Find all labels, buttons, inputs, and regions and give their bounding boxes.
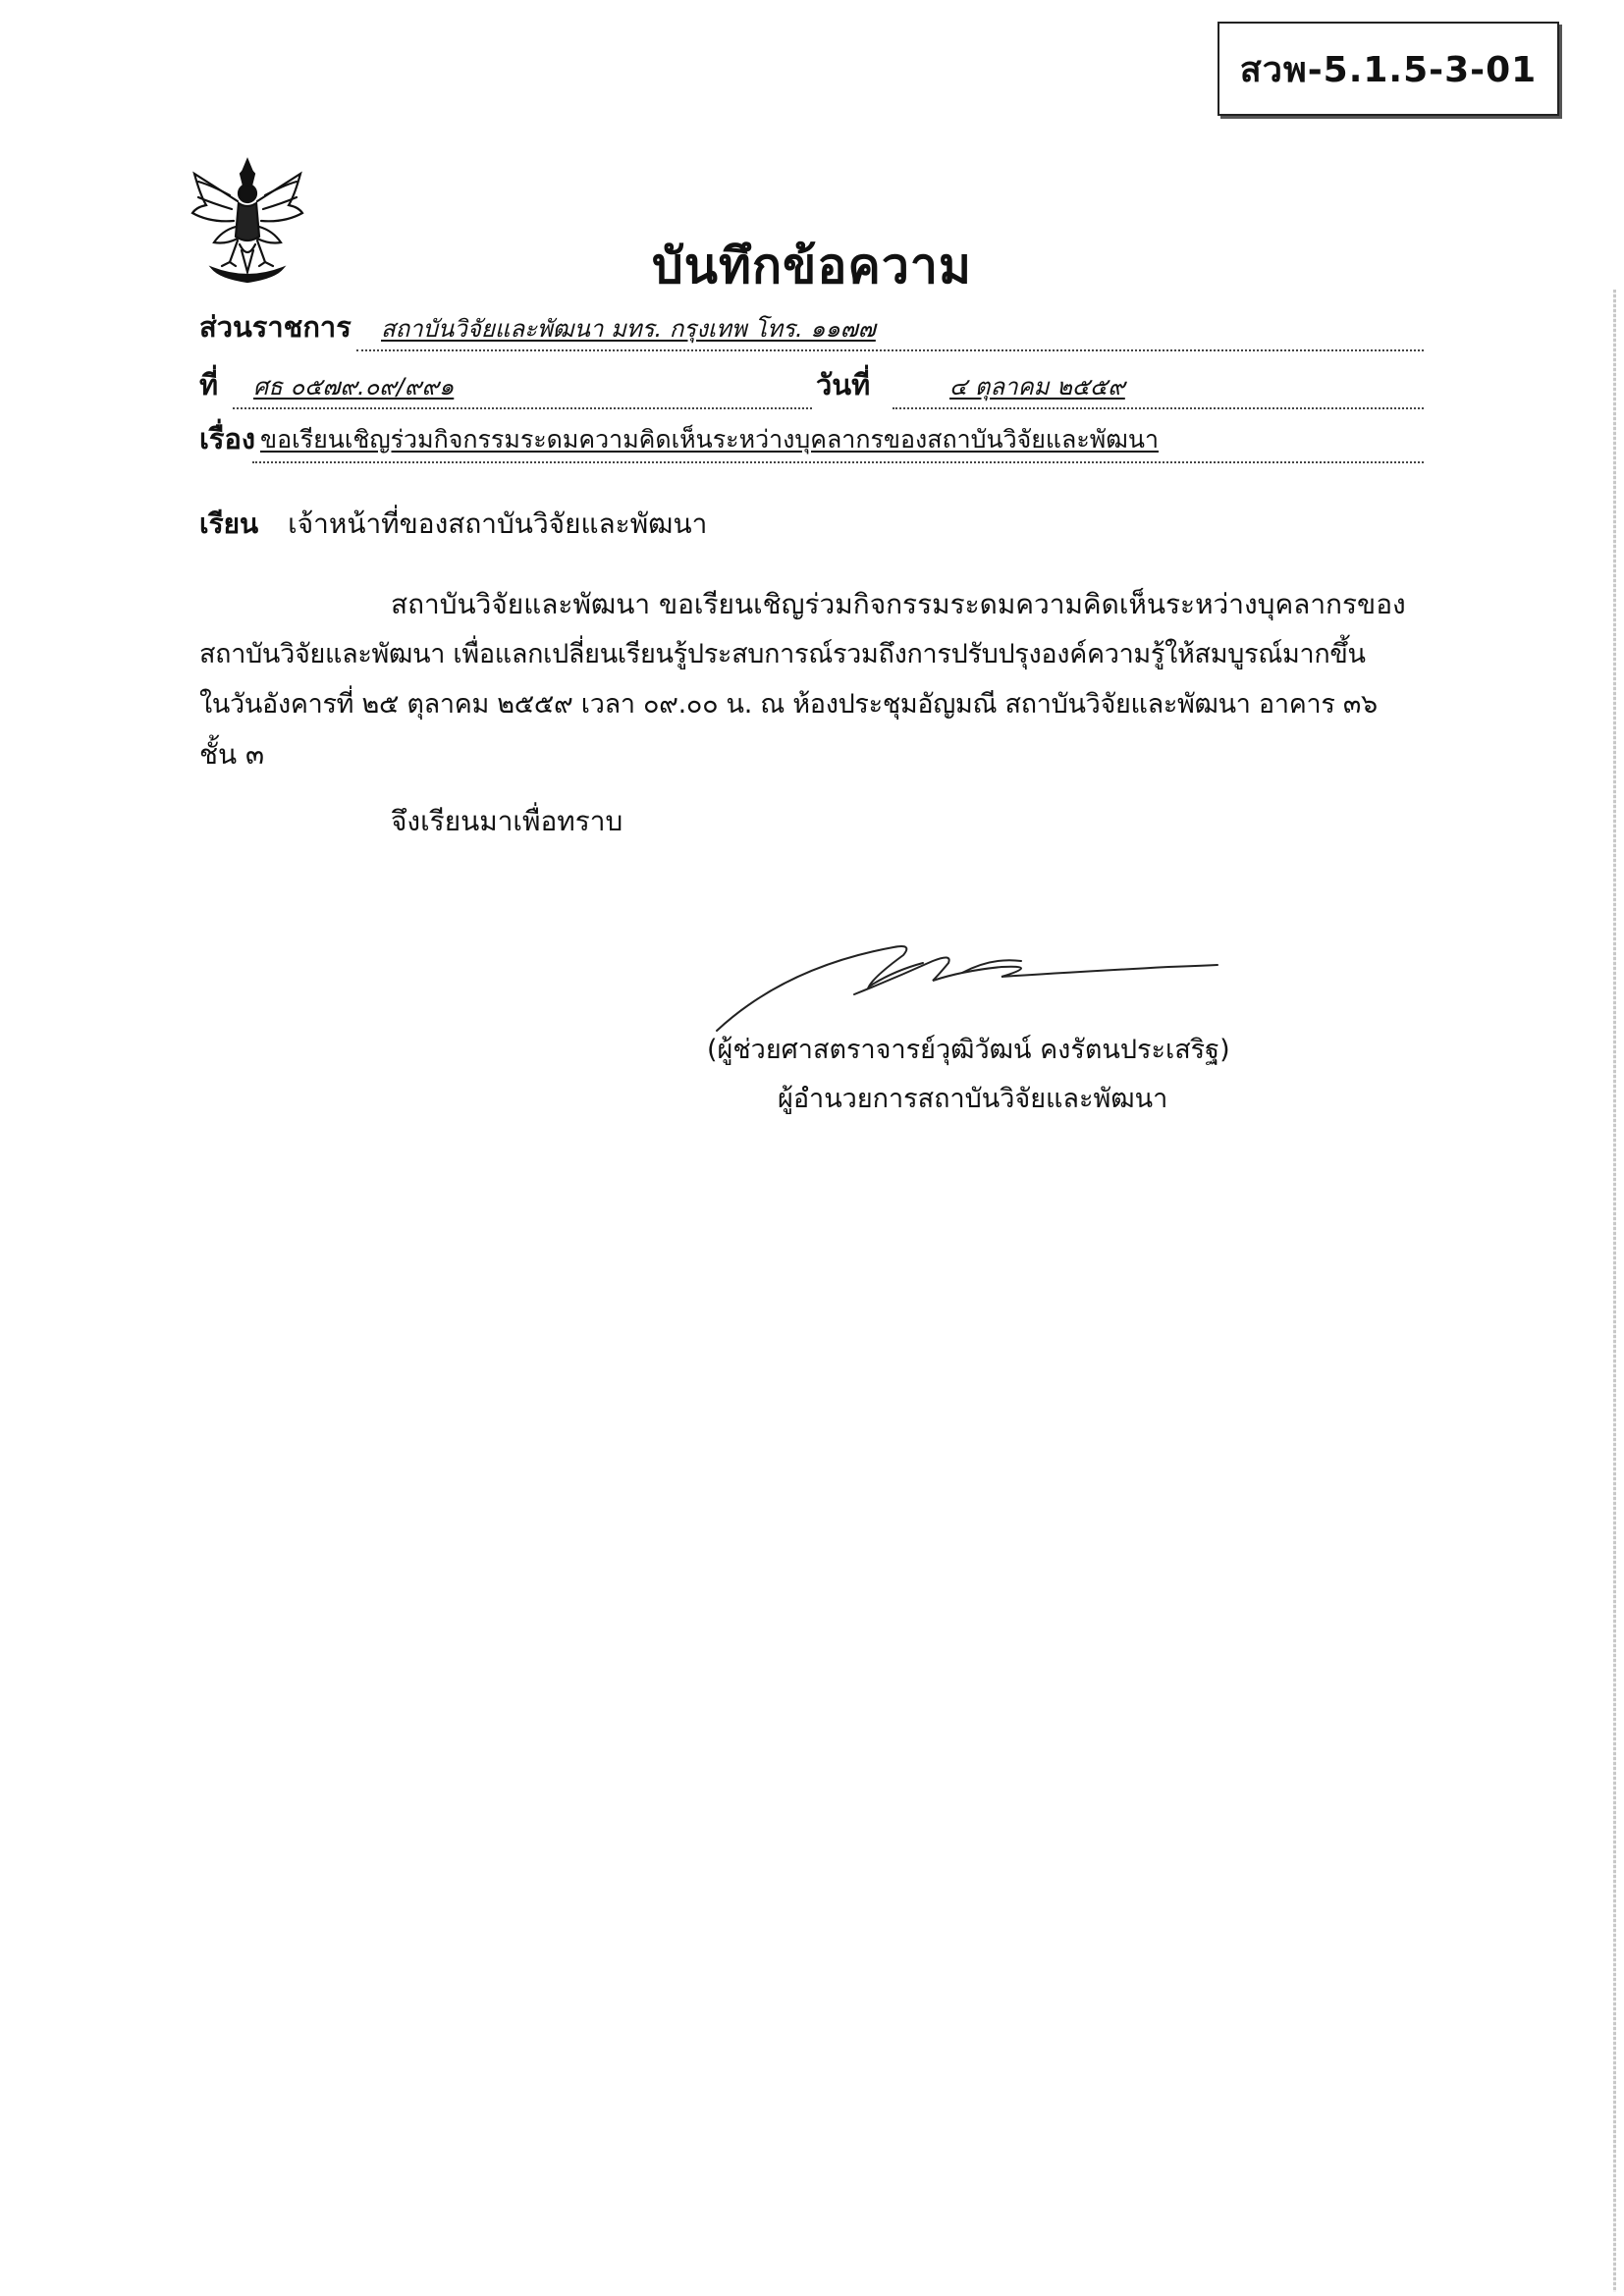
subject-value: ขอเรียนเชิญร่วมกิจกรรมระดมความคิดเห็นระหว่างบุคลากรของสถาบันวิจัยและพัฒนา (260, 425, 1159, 454)
reference-row (199, 370, 1424, 409)
document-code-box (1218, 22, 1559, 116)
body-line: ชั้น ๓ (199, 738, 265, 771)
salutation-value: เจ้าหน้าที่ของสถาบันวิจัยและพัฒนา (288, 507, 708, 540)
reference-value: ศธ ๐๕๗๙.๐๙/๙๙๑ (253, 373, 455, 400)
department-value: สถาบันวิจัยและพัฒนา มทร. กรุงเทพ โทร. ๑๑๗๗ (381, 315, 876, 343)
department-label: ส่วนราชการ (199, 310, 352, 344)
closing-line: จึงเรียนมาเพื่อทราบ (391, 805, 623, 837)
date-label: วันที่ (816, 368, 871, 401)
body-line: สถาบันวิจัยและพัฒนา ขอเรียนเชิญร่วมกิจกรรมระดมความคิดเห็นระหว่างบุคลากรของ (391, 588, 1406, 620)
subject-row (199, 424, 1424, 463)
page-edge-shadow (1613, 290, 1616, 2292)
body-line: ในวันอังคารที่ ๒๕ ตุลาคม ๒๕๕๙ เวลา ๐๙.๐๐ น. ณ ห้องประชุมอัญมณี สถาบันวิจัยและพัฒนา อาคาร ๓๖ (199, 689, 1378, 720)
department-dotted-line (356, 349, 1424, 351)
subject-label: เรื่อง (199, 422, 256, 455)
body-line: สถาบันวิจัยและพัฒนา เพื่อแลกเปลี่ยนเรียนรู้ประสบการณ์รวมถึงการปรับปรุงองค์ความรู้ให้สมบูรณ์มากขึ้น (199, 639, 1366, 669)
signer-name: (ผู้ช่วยศาสตราจารย์วุฒิวัฒน์ คงรัตนประเสริฐ) (707, 1035, 1230, 1065)
memo-title: บันทึกข้อความ (652, 238, 972, 294)
date-dotted-line (893, 407, 1424, 409)
department-row (199, 312, 1424, 351)
salutation-label: เรียน (199, 507, 259, 540)
reference-label: ที่ (199, 368, 219, 401)
date-value: ๔ ตุลาคม ๒๕๕๙ (949, 373, 1125, 400)
subject-dotted-line (252, 461, 1424, 463)
salutation (199, 503, 707, 546)
document-code: สวพ-5.1.5-3-01 (1239, 49, 1538, 90)
reference-dotted-line (233, 407, 812, 409)
memo-body (199, 579, 1427, 779)
signer-position: ผู้อำนวยการสถาบันวิจัยและพัฒนา (778, 1084, 1168, 1114)
